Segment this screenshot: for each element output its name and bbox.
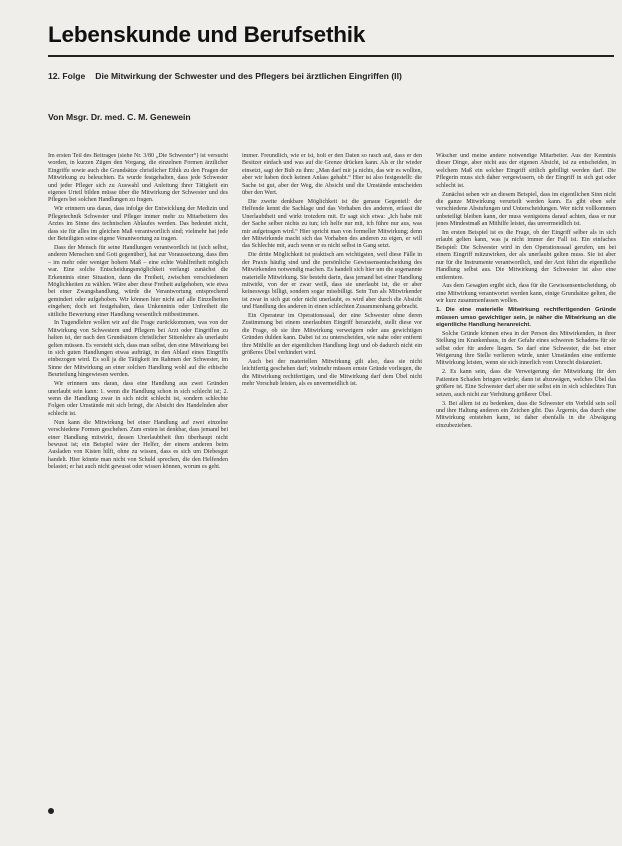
paragraph: Im ersten Teil des Beitrages (siehe Nr. 3/80 „Die Schwester“) ist versucht worden, in kurzen Zügen den Vorgang, die einzelnen Formen ärztlicher Eingriffe sowie auch die Grundsätze christlicher Ethik zu den Fragen der Mitwirkung zu beleuchten. Es wurde festgehalten, dass jede Schwester und jeder Pfleger sich zu Auswahl und Anleitung ihrer Tätigkeit ein eigenes Urteil bilden müsse über die Mitwirkung der Schwester und des Pflegers bei solchen Handlungen zu fragen. bbox=[48, 153, 228, 204]
paragraph: Wir erinnern uns daran, dass eine Handlung aus zwei Gründen unerlaubt sein kann: 1. wenn die Handlung schon in sich schlecht ist; 2. wenn die Handlung zwar in sich nicht schlecht ist, sondern schlechte Folgen oder Umstände mit sich bringt, die Absicht des Handelnden aber schlecht ist. bbox=[48, 381, 228, 417]
page-title: Lebenskunde und Berufsethik bbox=[48, 22, 366, 47]
paragraph: Wir erinnern uns daran, dass infolge der Entwicklung der Medizin und Pflegetechnik Schwester und Pfleger immer mehr zu Mitarbeitern des Arztes im Sinne des technischen Ablaufes werden. Das bedeutet nicht, dass sie für alles im gleichen Maß verantwortlich sind; vielmehr hat jede der Beteiligten seine eigene Verantwortung zu tragen. bbox=[48, 206, 228, 242]
paragraph: Die zweite denkbare Möglichkeit ist die genaue Gegenteil: der Helfende kennt die Sachlage und das Vorhaben des anderen, erfasst die Unerlaubtheit und wirkt trotzdem mit. Er sagt sich etwa: „Ich habe mit der Sache selber nichts zu tun; ich helfe nur mit, ich führe nur aus, was mir aufgetragen wird.“ Hier spricht man von formeller Mitwirkung; denn der Mitwirkende macht sich das Vorhaben des anderen zu eigen, er will das Schlechte mit, auch wenn er es nicht selbst in Gang setzt. bbox=[242, 198, 422, 250]
paragraph: 3. Bei allem ist zu bedenken, dass die Schwester ein Vorbild sein soll und ihre Haltung anderen ein Zeichen gibt. Das Ärgernis, das durch eine Mitwirkung entstehen kann, ist daher ebenfalls in die Abwägung einzubeziehen. bbox=[436, 400, 616, 429]
paragraph: Ein Operateur im Operationssaal, der eine Schwester ohne deren Zustimmung bei einem unerlaubten Eingriff heranzieht, stellt diese vor die Frage, ob sie ihre Mitwirkung verweigern oder aus gewichtigen Gründen dulden kann. Dabei ist zu unterscheiden, wie nahe oder entfernt ihre Mithilfe an der eigentlichen Handlung liegt und ob dadurch nicht ein größeres Übel verhindert wird. bbox=[242, 313, 422, 357]
paragraph: immer. Freundlich, wie er ist, holt er den Daten so rasch auf, dass er den Besitzer einfach und was auf die Grenze drücken kann. Als er ihr wieder einsetzt, sagt der Bub zu ihm: „Man darf mir ja nichts, das wir es wollten, aber wir haben doch keinen Anlass gehabt.“ Hier ist also festgestellt: die Sache ist gut, aber der Weg, die Absicht und die Umstände entscheiden über den Wert. bbox=[242, 153, 422, 197]
article-heading: Die Mitwirkung der Schwester und des Pflegers bei ärztlichen Eingriffen (II) bbox=[95, 71, 402, 81]
paragraph: Zunächst sehen wir an diesem Beispiel, dass im eigentlichen Sinn nicht die ganze Mitwirkung verurteilt werden kann. Es gibt eben sehr verschiedene Abstufungen und Unterscheidungen. Wer nicht vollkommen unbeteiligt bleiben kann, der muss wenigstens darauf achten, dass er nur jenes Mindestmaß an Mithilfe leistet, das unvermeidlich ist. bbox=[436, 191, 616, 228]
paragraph: Dass der Mensch für seine Handlungen verantwortlich ist (sich selbst, anderen Menschen und Gott gegenüber), hat zur Voraussetzung, dass ihm – im mehr oder weniger hohem Maß – eine echte Wahlfreiheit möglich war. Eine solche Entscheidungsmöglichkeit verlangt zunächst die Erkenntnis einer Situation, dann die Freiheit, zwischen verschiedenen Möglichkeiten zu wählen. Wäre aber diese Freiheit aufgehoben, wie etwa bei einer Zwangshandlung, würde die Verantwortung entsprechend gemindert oder aufgehoben. Wir können hier nicht auf alle Einzelheiten eingehen; doch sei festgehalten, dass Unkenntnis oder Unfreiheit die sittliche Bewertung einer Handlung wesentlich mitbestimmen. bbox=[48, 244, 228, 318]
numbered-point: 1. Die eine materielle Mitwirkung rechtfertigenden Gründe müssen umso gewichtiger sein, je näher die Mitwirkung an die eigentliche Handlung heranreicht. bbox=[436, 307, 616, 328]
paragraph: Nun kann die Mitwirkung bei einer Handlung auf zwei einzelne verschiedene Formen geschehen. Zum ersten ist denkbar, dass jemand bei einer Handlung mitwirkt, dessen Unerlaubtheit ihm überhaupt nicht bewusst ist; ein Beispiel wäre der Helfer, der einem anderen beim Ausladen von Kisten hilft, ohne zu wissen, dass es sich um Diebesgut handelt. Hier könnte man nicht von Schuld sprechen, die den Helfenden belastet; er hat auch nicht gewusst oder wissen können, worum es geht. bbox=[48, 419, 228, 471]
text-column-2 bbox=[242, 153, 422, 833]
paragraph: Im ersten Beispiel ist es die Frage, ob der Eingriff selber als in sich erlaubt gelten kann, was ja nicht immer der Fall ist. Ein einfaches Beispiel: Die Schwester wird in den Operationssaal gerufen, um bei einem Eingriff mitzuwirken, der als unerlaubt gelten muss. Sie ist aber nur für die Instrumente verantwortlich, und der Arzt führt die eigentliche Handlung selbst aus. Die Mitwirkung der Schwester ist also eine entferntere. bbox=[436, 230, 616, 281]
paragraph: In Tugendlehre wollen wir auf die Frage zurückkommen, was von der Mitwirkung von Schwestern und Pflegern bei Arzt oder Eingriffen zu halten ist, der nach den Grundsätzen christlicher Sittenlehre als unerlaubt gelten müssen. Es versteht sich, dass man selbst, den eine Mitwirkung bei in sich guten Handlungen etwas aufträgt, in den Ablauf eines Eingriffs einbezogen wird. Es soll ja die Tätigkeit im Rahmen der Schwester, im Sinne der Mitwirkung an einer solchen Handlung wohl auf die ethische Beurteilung hingewiesen werden. bbox=[48, 320, 228, 379]
article-subtitle bbox=[48, 71, 614, 81]
series-number: 12. Folge bbox=[48, 71, 86, 81]
paragraph: Auch bei der materiellen Mitwirkung gilt also, dass sie nicht leichtfertig geschehen darf; vielmehr müssen ernste Gründe vorliegen, die die Mitwirkung rechtfertigen, und die Mitwirkung darf dem Übel nicht mehr Vorschub leisten, als es unvermeidlich ist. bbox=[242, 358, 422, 388]
author-line: Von Msgr. Dr. med. C. M. Genewein bbox=[48, 112, 191, 122]
paragraph: Aus dem Gesagten ergibt sich, dass für die Gewissensentscheidung, ob eine Mitwirkung verantwortet werden kann, einige Grundsätze gelten, die wir kurz zusammenfassen wollen. bbox=[436, 283, 616, 305]
text-column-1 bbox=[48, 153, 228, 833]
title-rule bbox=[48, 55, 614, 57]
paragraph: Solche Gründe können etwa in der Person des Mitwirkenden, in ihrer Stellung im Krankenhaus, in der Gefahr eines schweren Schadens für sie selbst oder für andere liegen. So darf eine Schwester, die bei einer Weigerung ihre Stelle verlieren würde, unter Umständen eine entfernte Mitwirkung leisten, wenn sie sich innerlich vom Unrecht distanziert. bbox=[436, 330, 616, 367]
paragraph: Die dritte Möglichkeit ist praktisch am wichtigsten, weil diese Fälle in der Praxis häufig sind und die persönliche Gewissensentscheidung des Mitwirkenden notwendig machen. Es handelt sich hier um die sogenannte materielle Mitwirkung. Sie besteht darin, dass jemand bei einer Handlung mitwirkt, von der er zwar weiß, dass sie unerlaubt ist, die er aber keineswegs billigt, sondern sogar missbilligt. Sein Tun als Mitwirkender ist zwar in sich gut oder nicht unerlaubt, es wird aber durch die Absicht und Handlung des anderen in einen schlechten Zusammenhang gebracht. bbox=[242, 252, 422, 311]
bullet-mark bbox=[48, 808, 54, 814]
article-body bbox=[48, 153, 616, 833]
paragraph: Wäscher und meine andere notwendige Mitarbeiter. Aus der Kenntnis dieser Dinge, aber nicht aus der eigenen Absicht, ist zu entscheiden, in welchem Maß ein solcher Eingriff sittlich gebilligt werden darf. Die Pflegerin muss sich daher vergewissern, ob der Eingriff in sich gut oder schlecht ist. bbox=[436, 153, 616, 189]
text-column-3 bbox=[436, 153, 616, 833]
paragraph: 2. Es kann sein, dass die Verweigerung der Mitwirkung für den Patienten Schaden bringen würde; dann ist abzuwägen, welches Übel das größere ist. Eine Schwester darf aber nie selbst ein in sich schlechtes Tun setzen, auch nicht zur Verhütung größerer Übel. bbox=[436, 369, 616, 398]
